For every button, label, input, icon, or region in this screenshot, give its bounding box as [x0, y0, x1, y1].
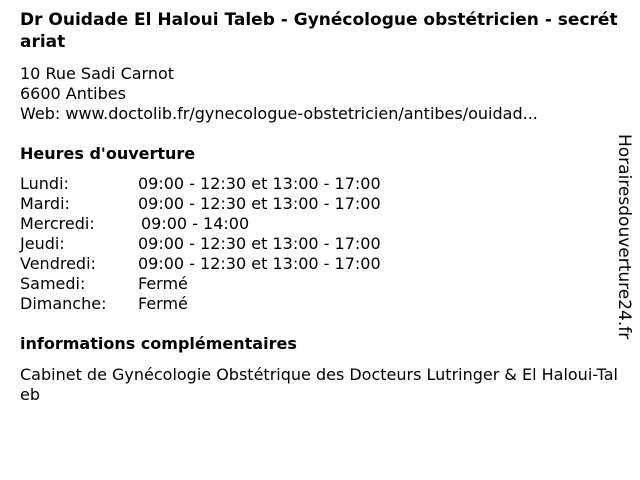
time-value: 09:00 - 14:00: [141, 214, 250, 233]
time-value: 09:00 - 12:30 et 13:00 - 17:00: [138, 234, 381, 253]
extra-info-heading: informations complémentaires: [20, 334, 297, 353]
day-label: Lundi:: [20, 174, 69, 193]
hours-heading: Heures d'ouverture: [20, 144, 196, 163]
time-value: 09:00 - 12:30 et 13:00 - 17:00: [138, 254, 381, 273]
extra-info-text: Cabinet de Gynécologie Obstétrique des Docteurs Lutringer & El Haloui-Taleb: [20, 365, 618, 404]
address-street: 10 Rue Sadi Carnot: [20, 64, 175, 83]
page-title: Dr Ouidade El Haloui Taleb - Gynécologue obstétricien - secrétariat: [20, 10, 618, 52]
time-value: Fermé: [138, 294, 188, 313]
time-value: 09:00 - 12:30 et 13:00 - 17:00: [138, 194, 381, 213]
address-web: Web: www.doctolib.fr/gynecologue-obstetricien/antibes/ouidad...: [20, 104, 538, 123]
address-city: 6600 Antibes: [20, 84, 126, 103]
day-label: Dimanche:: [20, 294, 107, 313]
brand-watermark: [614, 134, 634, 344]
brand-watermark-text: Horairesdouverture24.fr: [614, 134, 634, 340]
day-label: Mercredi:: [20, 214, 95, 233]
day-label: Vendredi:: [20, 254, 96, 273]
day-label: Jeudi:: [20, 234, 65, 253]
day-label: Samedi:: [20, 274, 86, 293]
time-value: 09:00 - 12:30 et 13:00 - 17:00: [138, 174, 381, 193]
day-label: Mardi:: [20, 194, 70, 213]
time-value: Fermé: [138, 274, 188, 293]
